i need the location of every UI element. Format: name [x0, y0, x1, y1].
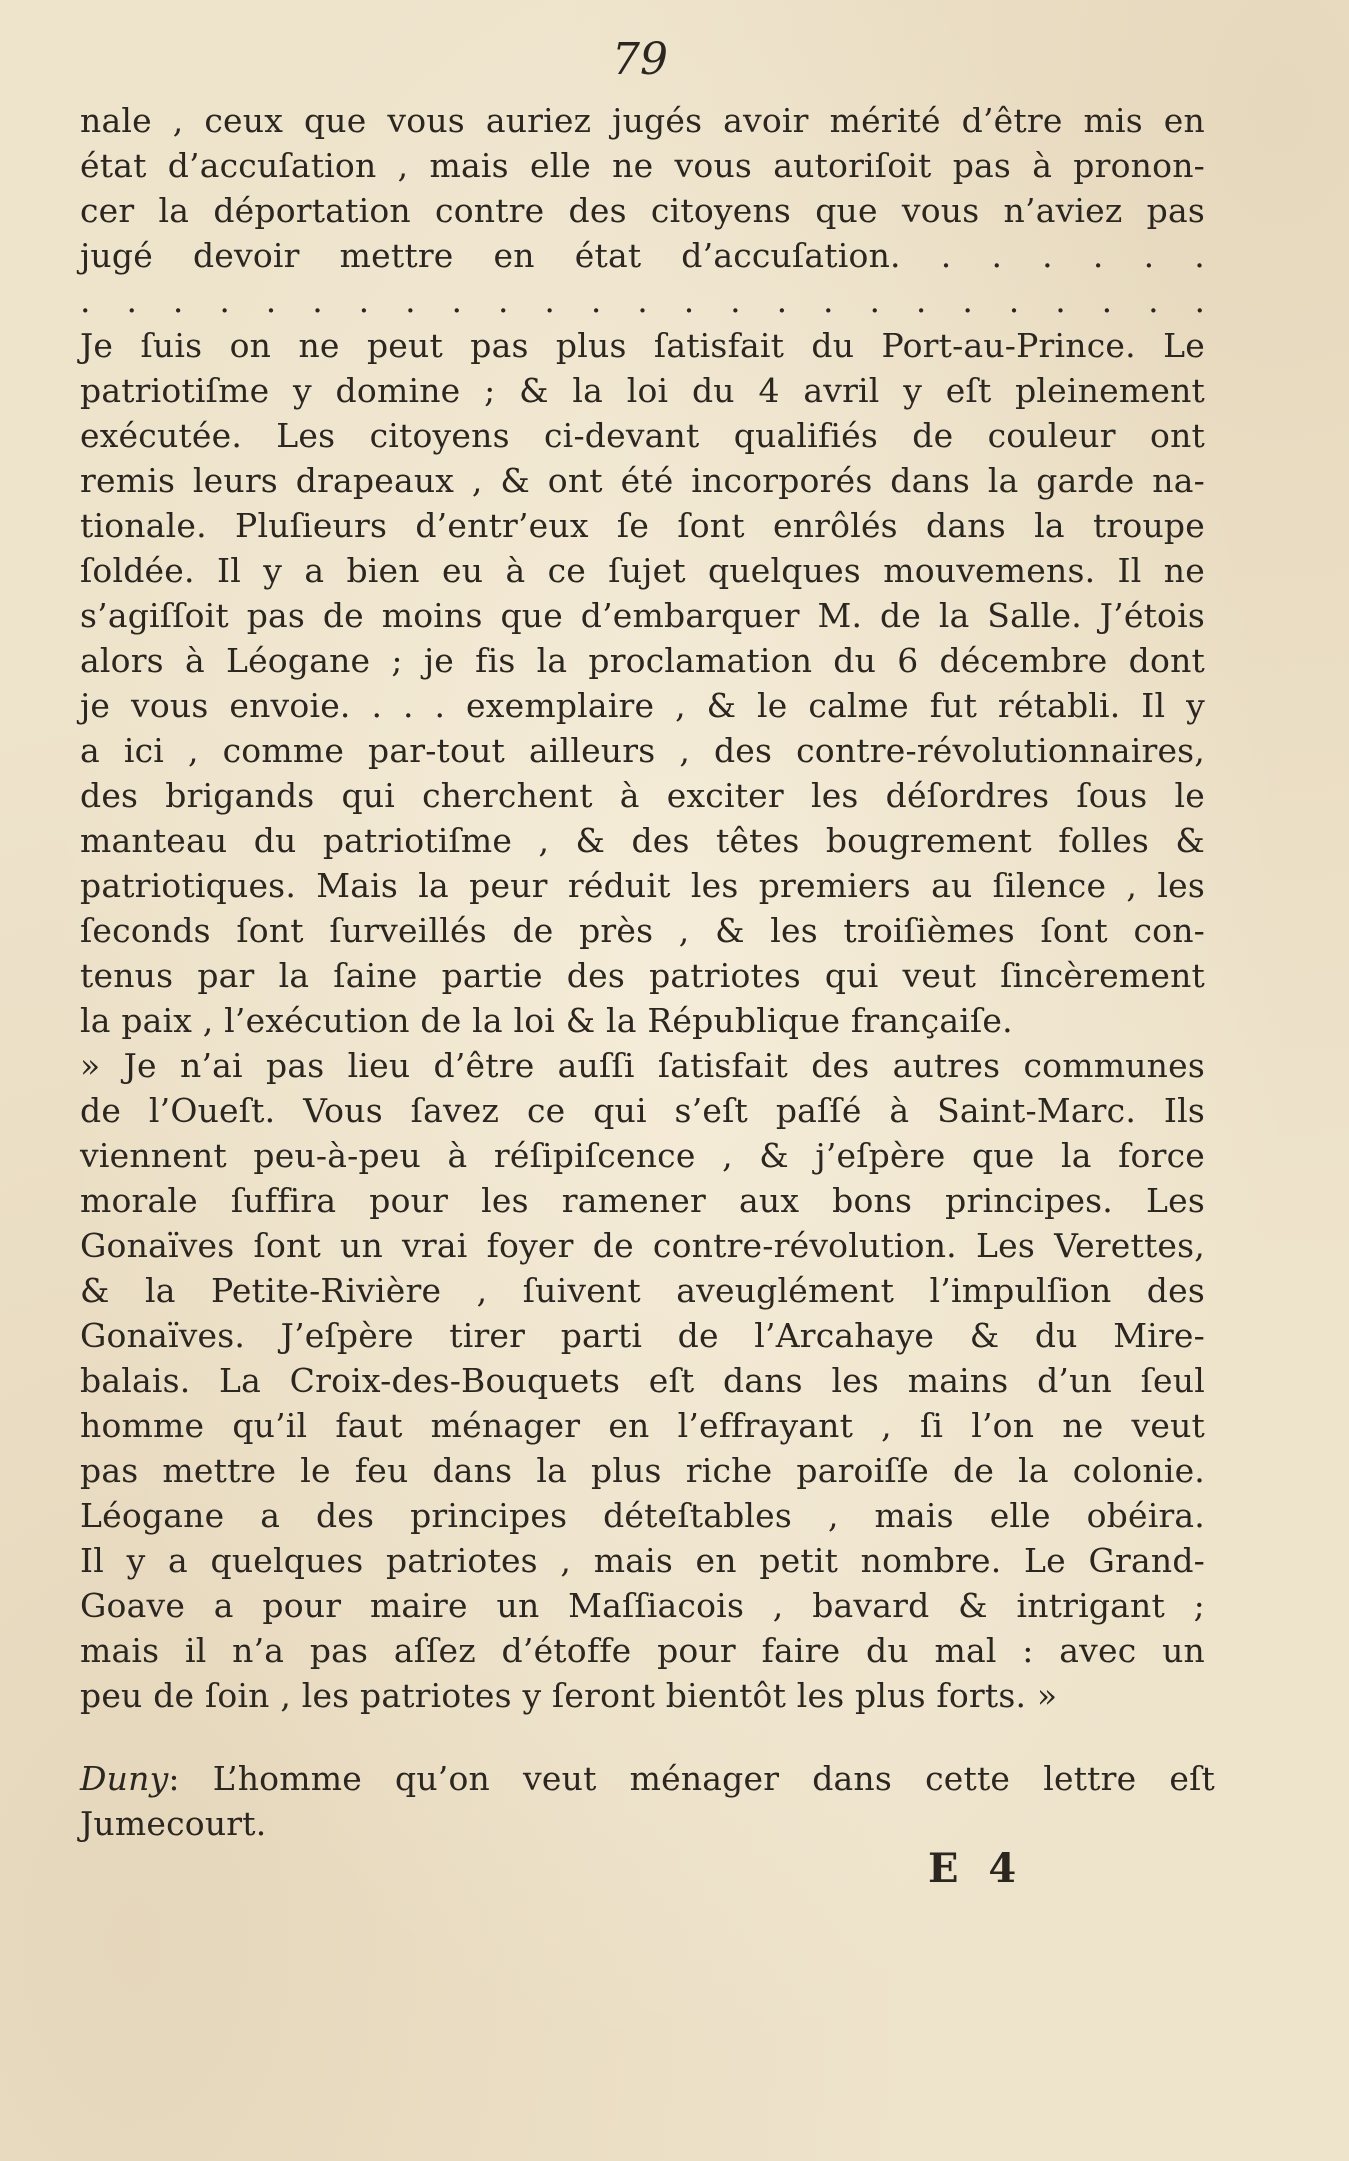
text-line: tionale. Pluſieurs d’entr’eux ſe ſont enrôlés dans la troupe: [80, 506, 1205, 545]
text-line: & la Petite-Rivière , ſuivent aveuglément l’impulſion des: [80, 1271, 1205, 1310]
ellipsis-line: . . . . . . . . . . . . . . . . . . . . . . . . .: [80, 281, 1205, 320]
text-line: ſoldée. Il y a bien eu à ce ſujet quelques mouvemens. Il ne: [80, 551, 1205, 590]
text-line: alors à Léogane ; je fis la proclamation du 6 décembre dont: [80, 641, 1205, 680]
text-line: viennent peu-à-peu à réſipiſcence , & j’eſpère que la force: [80, 1136, 1205, 1175]
text-line: tenus par la ſaine partie des patriotes qui veut ſincèrement: [80, 956, 1205, 995]
text-line: Goave a pour maire un Maſſiacois , bavard & intrigant ;: [80, 1586, 1205, 1625]
text-line: patriotiques. Mais la peur réduit les premiers au ſilence , les: [80, 866, 1205, 905]
text-line: patriotiſme y domine ; & la loi du 4 avril y eſt pleinement: [80, 371, 1205, 410]
text-line: jugé devoir mettre en état d’accuſation. . . . . . .: [80, 236, 1205, 275]
text-line: de l’Oueſt. Vous ſavez ce qui s’eſt paſſé à Saint-Marc. Ils: [80, 1091, 1205, 1130]
text-line: remis leurs drapeaux , & ont été incorporés dans la garde na-: [80, 461, 1205, 500]
text-line: la paix , l’exécution de la loi & la République françaiſe.: [80, 1001, 1013, 1040]
text-line: peu de ſoin , les patriotes y ſeront bientôt les plus forts. »: [80, 1676, 1058, 1715]
text-line: morale ſuffira pour les ramener aux bons principes. Les: [80, 1181, 1205, 1220]
footnote-speaker: Duny: [80, 1759, 169, 1798]
text-line: manteau du patriotiſme , & des têtes bougrement folles &: [80, 821, 1205, 860]
text-line: s’agiſſoit pas de moins que d’embarquer M. de la Salle. J’étois: [80, 596, 1205, 635]
footnote: [80, 1756, 1215, 1846]
text-line: cer la déportation contre des citoyens que vous n’aviez pas: [80, 191, 1205, 230]
text-line: Gonaïves. J’eſpère tirer parti de l’Arcahaye & du Mire-: [80, 1316, 1205, 1355]
text-line: mais il n’a pas aſſez d’étoffe pour faire du mal : avec un: [80, 1631, 1205, 1670]
footnote-text: : L’homme qu’on veut ménager dans cette lettre eſt: [168, 1759, 1215, 1798]
text-line: homme qu’il faut ménager en l’effrayant , ſi l’on ne veut: [80, 1406, 1205, 1445]
footnote-line-2: Jumecourt.: [80, 1804, 267, 1843]
text-line: je vous envoie. . . . exemplaire , & le calme fut rétabli. Il y: [80, 686, 1205, 725]
text-line: pas mettre le feu dans la plus riche paroiſſe de la colonie.: [80, 1451, 1205, 1490]
text-line: exécutée. Les citoyens ci-devant qualifiés de couleur ont: [80, 416, 1205, 455]
text-line: Il y a quelques patriotes , mais en petit nombre. Le Grand-: [80, 1541, 1205, 1580]
body-text: [80, 98, 1205, 1718]
signature-mark: E 4: [928, 1845, 1025, 1892]
text-line: état d’accuſation , mais elle ne vous autoriſoit pas à pronon-: [80, 146, 1205, 185]
text-line: Je ſuis on ne peut pas plus ſatisfait du Port-au-Prince. Le: [80, 326, 1205, 365]
page-number: 79: [612, 34, 668, 85]
text-line: nale , ceux que vous auriez jugés avoir mérité d’être mis en: [80, 101, 1205, 140]
text-line: ſeconds ſont ſurveillés de près , & les troiſièmes ſont con-: [80, 911, 1205, 950]
text-line: des brigands qui cherchent à exciter les déſordres ſous le: [80, 776, 1205, 815]
text-line: a ici , comme par-tout ailleurs , des contre-révolutionnaires,: [80, 731, 1205, 770]
text-line: Gonaïves ſont un vrai foyer de contre-révolution. Les Verettes,: [80, 1226, 1205, 1265]
text-line: » Je n’ai pas lieu d’être auſſi ſatisfait des autres communes: [80, 1046, 1205, 1085]
text-line: Léogane a des principes déteſtables , mais elle obéira.: [80, 1496, 1205, 1535]
text-line: balais. La Croix-des-Bouquets eſt dans les mains d’un ſeul: [80, 1361, 1205, 1400]
footnote-line: [80, 1756, 1215, 1801]
